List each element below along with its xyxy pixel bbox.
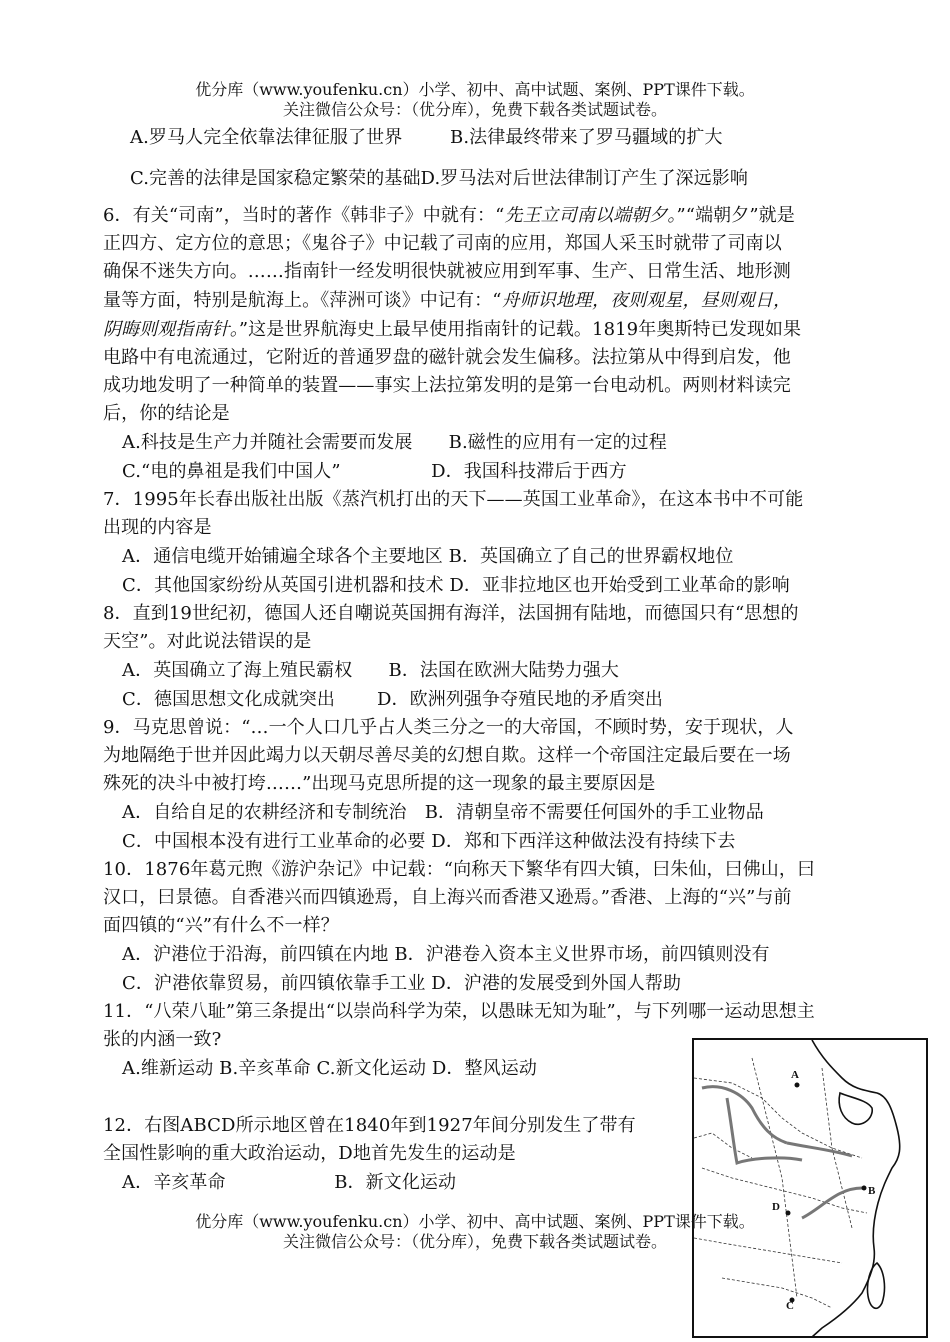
china-map: [692, 1038, 928, 1338]
q6-line-5: [103, 316, 848, 344]
q11-options: A.维新运动 B.辛亥革命 C.新文化运动 D．整风运动: [122, 1058, 537, 1079]
q6-line-1: [103, 202, 848, 230]
q6-l4a: 量等方面，特别是航海上。《萍洲可谈》中记有：“: [103, 290, 502, 311]
map-route-lines: [702, 1087, 862, 1218]
q6-line-6: 电路中有电流通过，它附近的普通罗盘的磁针就会发生偏移。法拉第从中得到启发，他: [103, 347, 791, 368]
q12-line-1: 12．右图ABCD所示地区曾在1840年到1927年间分别发生了带有: [103, 1115, 636, 1136]
map-frame: [693, 1039, 927, 1337]
q6-line-7: 成功地发明了一种简单的装置——事实上法拉第发明的是第一台电动机。两则材料读完: [103, 375, 791, 396]
point-d: [786, 1211, 791, 1216]
q7-line-1: 7．1995年长春出版社出版《蒸汽机打出的天下——英国工业革命》，在这本书中不可能: [103, 489, 804, 510]
header-line-1: 优分库（www.youfenku.cn）小学、初中、高中试题、案例、PPT课件下载。: [195, 80, 755, 99]
q5-option-cd: C.完善的法律是国家稳定繁荣的基础D.罗马法对后世法律制订产生了深远影响: [130, 168, 748, 189]
q5-option-b: B.法律最终带来了罗马疆域的扩大: [450, 127, 723, 148]
map-label-b: B: [868, 1185, 876, 1197]
q6-quote-compass: 阴晦则观指南针。: [103, 319, 239, 340]
route-east: [787, 1143, 852, 1156]
q10-options-cd: C．沪港依靠贸易，前四镇依靠手工业 D．沪港的发展受到外国人帮助: [122, 973, 682, 994]
border-5: [822, 1068, 852, 1228]
taiwan-shape: [867, 1263, 884, 1308]
q9-line-3: 殊死的决斗中被打垮……”出现马克思所提的这一现象的最主要原因是: [103, 773, 656, 794]
q10-line-2: 汉口，曰景德。自香港兴而四镇逊焉，自上海兴而香港又逊焉。”香港、上海的“兴”与前: [103, 887, 792, 908]
q10-options-ab: A．沪港位于沿海，前四镇在内地 B．沪港卷入资本主义世界市场，前四镇则没有: [122, 944, 770, 965]
bohai-shape: [839, 1093, 872, 1124]
q10-line-1: 10．1876年葛元煦《游沪杂记》中记载：“向称天下繁华有四大镇，曰朱仙，曰佛山，曰: [103, 859, 816, 880]
border-6: [694, 1133, 752, 1158]
q6-line-2: 正四方、定方位的意思；《鬼谷子》中记载了司南的应用，郑国人采玉时就带了司南以: [103, 233, 782, 254]
border-7: [722, 1278, 832, 1308]
border-3: [694, 1238, 842, 1263]
map-label-a: A: [791, 1069, 799, 1081]
q8-line-2: 天空”。对此说法错误的是: [103, 631, 312, 652]
point-a: [795, 1083, 800, 1088]
q5-option-a-text: A.罗马人完全依靠法律征服了世界: [130, 127, 403, 148]
footer-line-2: 关注微信公众号：（优分库），免费下载各类试题试卷。: [282, 1232, 667, 1251]
q9-line-2: 为地隔绝于世并因此竭力以天朝尽善尽美的幻想自欺。这样一个帝国注定最后要在一场: [103, 745, 791, 766]
q12-options-ab: A．辛亥革命 B．新文化运动: [122, 1172, 457, 1193]
map-province-borders: [694, 1058, 867, 1308]
q10-line-3: 面四镇的“兴”有什么不一样？: [103, 915, 339, 936]
q6-options-cd: C.“电的鼻祖是我们中国人” D．我国科技滞后于西方: [122, 461, 627, 482]
map-label-d: D: [772, 1201, 780, 1213]
map-points: [786, 1083, 867, 1303]
border-4: [752, 1058, 797, 1298]
q11-line-2: 张的内涵一致?: [103, 1029, 222, 1050]
q12-line-2: 全国性影响的重大政治运动，D地首先发生的运动是: [103, 1143, 516, 1164]
q5-option-a: [130, 124, 875, 152]
q6-quote-pingzhou: 舟师识地理，夜则观星，昼则观日，: [501, 290, 792, 311]
q6-options-ab: A.科技是生产力并随社会需要而发展 B.磁性的应用有一定的过程: [122, 432, 667, 453]
header-line-2: 关注微信公众号：（优分库），免费下载各类试题试卷。: [282, 100, 667, 119]
route-south: [802, 1188, 862, 1218]
q11-line-1: 11．“八荣八耻”第三条提出“以崇尚科学为荣，以愚昧无知为耻”，与下列哪一运动思想主: [103, 1001, 815, 1022]
map-label-c: C: [786, 1300, 794, 1312]
point-b: [862, 1186, 867, 1191]
q9-line-1: 9．马克思曾说：“…一个人口几乎占人类三分之一的大帝国，不顾时势，安于现状，人: [103, 717, 794, 738]
border-2: [702, 1168, 867, 1213]
q6-quote-hanfeizi: 先王立司南以端朝夕。: [504, 205, 677, 226]
q6-l1a: 6．有关“司南”，当时的著作《韩非子》中就有：“: [103, 205, 505, 226]
q9-options-cd: C．中国根本没有进行工业革命的必要 D．郑和下西洋这种做法没有持续下去: [122, 831, 736, 852]
q6-l1c: ”“端朝夕”就是: [676, 205, 795, 226]
q6-line-8: 后，你的结论是: [103, 403, 230, 424]
border-1: [694, 1078, 862, 1158]
q6-line-4: [103, 287, 848, 315]
q7-options-ab: A．通信电缆开始铺遍全球各个主要地区 B．英国确立了自己的世界霸权地位: [122, 546, 734, 567]
q8-options-ab: A．英国确立了海上殖民霸权 B．法国在欧洲大陆势力强大: [122, 660, 620, 681]
footer-line-1: 优分库（www.youfenku.cn）小学、初中、高中试题、案例、PPT课件下载。: [195, 1212, 755, 1231]
q7-options-cd: C．其他国家纷纷从英国引进机器和技术 D．亚非拉地区也开始受到工业革命的影响: [122, 575, 790, 596]
q8-options-cd: C．德国思想文化成就突出 D．欧洲列强争夺殖民地的矛盾突出: [122, 689, 664, 710]
q6-line-3: 确保不迷失方向。……指南针一经发明很快就被应用到军事、生产、日常生活、地形测: [103, 261, 791, 282]
q7-line-2: 出现的内容是: [103, 517, 212, 538]
route-north: [702, 1087, 787, 1143]
q8-line-1: 8．直到19世纪初，德国人还自嘲说英国拥有海洋，法国拥有陆地，而德国只有“思想的: [103, 603, 799, 624]
q6-l5b: ”这是世界航海史上最早使用指南针的记载。1819年奥斯特已发现如果: [238, 319, 802, 340]
q9-options-ab: A．自给自足的农耕经济和专制统治 B．清朝皇帝不需要任何国外的手工业物品: [122, 802, 764, 823]
